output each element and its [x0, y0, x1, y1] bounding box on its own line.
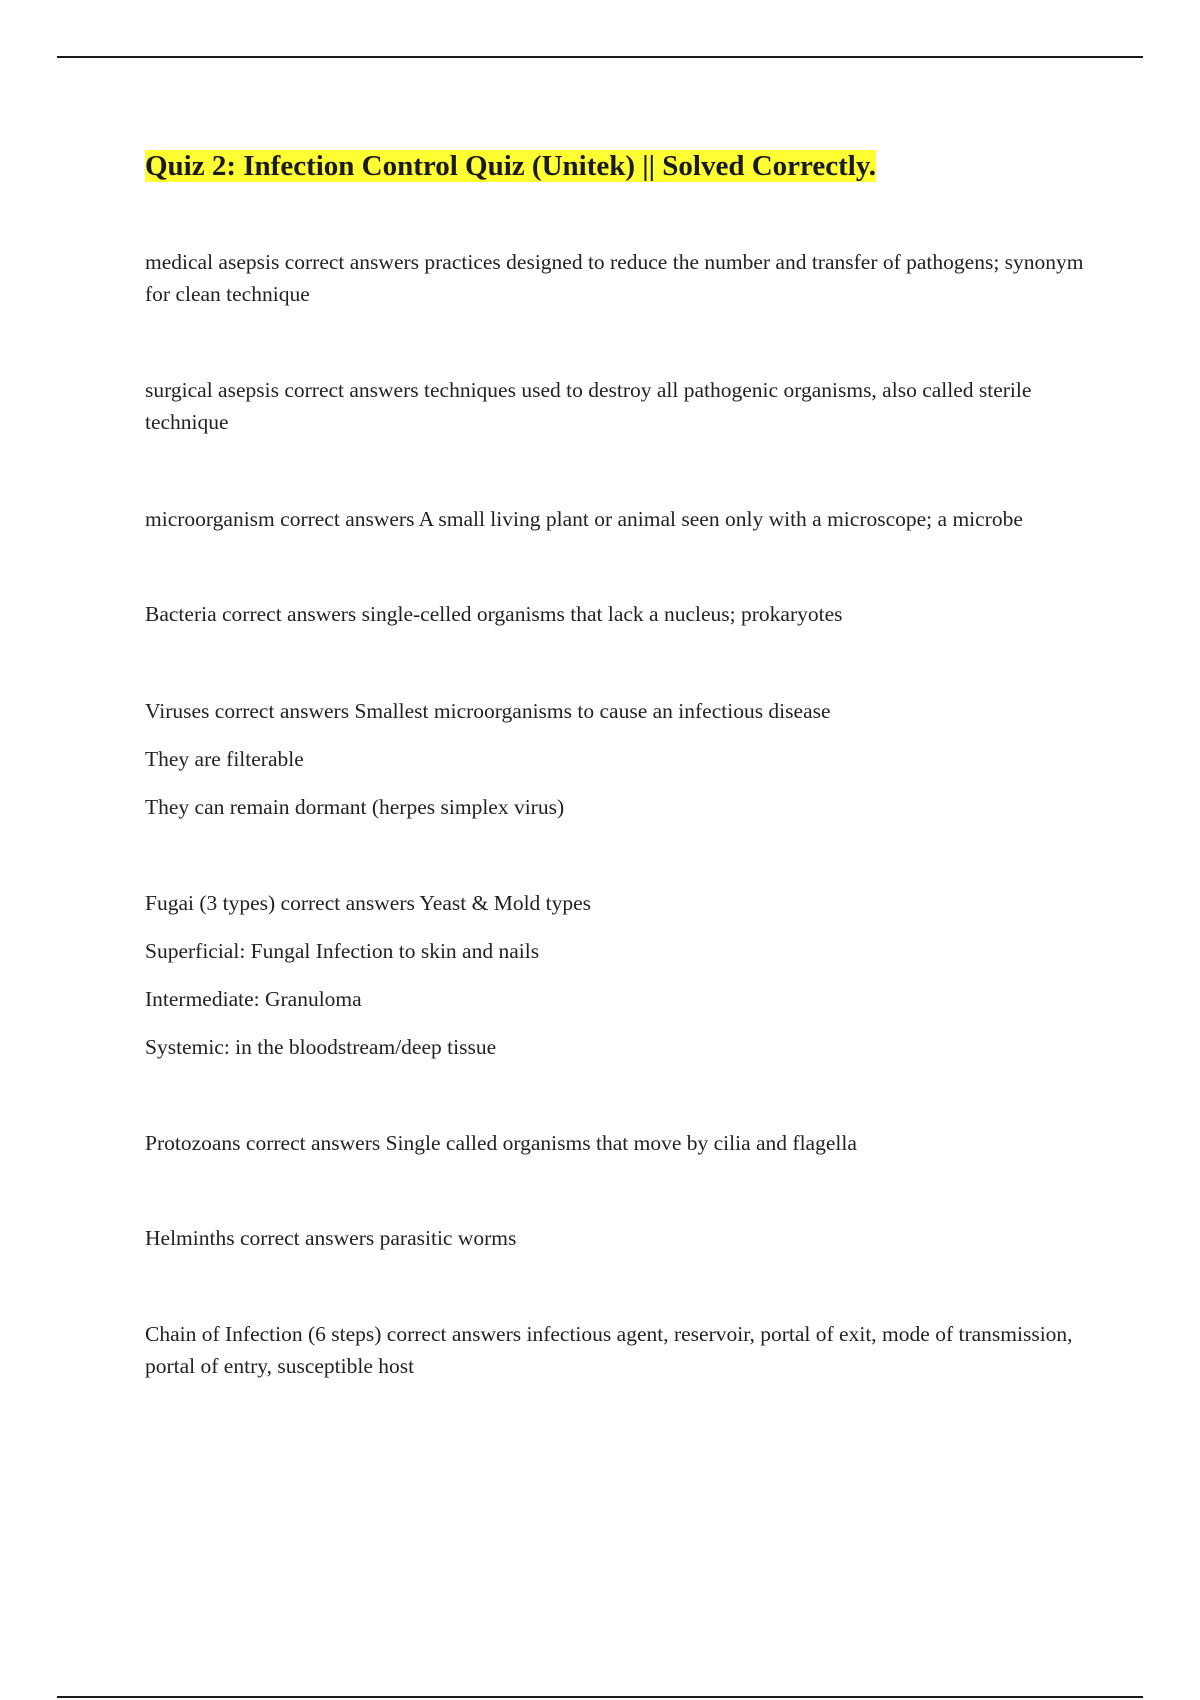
bottom-rule: [57, 1696, 1143, 1698]
qa-entry-bacteria: [145, 598, 1085, 630]
qa-line: Helminths correct answers parasitic worms: [145, 1226, 517, 1250]
qa-line: Bacteria correct answers single-celled organisms that lack a nucleus; prokaryotes: [145, 602, 843, 626]
qa-line: They can remain dormant (herpes simplex virus): [145, 795, 565, 819]
qa-line: Systemic: in the bloodstream/deep tissue: [145, 1035, 497, 1059]
qa-line: surgical asepsis correct answers techniques used to destroy all pathogenic organisms, also called sterile technique: [145, 378, 1032, 434]
qa-entry-fungi: [145, 887, 1085, 1063]
qa-entry-chain-of-infection: [145, 1318, 1085, 1382]
title-highlight: Quiz 2: Infection Control Quiz (Unitek) || Solved Correctly.: [145, 150, 877, 182]
document-title: [145, 147, 1085, 185]
qa-line: Protozoans correct answers Single called organisms that move by cilia and flagella: [145, 1131, 857, 1155]
qa-line: They are filterable: [145, 747, 304, 771]
qa-entry-medical-asepsis: [145, 246, 1085, 310]
qa-line: Fugai (3 types) correct answers Yeast & Mold types: [145, 891, 592, 915]
qa-entry-microorganism: [145, 503, 1085, 535]
qa-entry-surgical-asepsis: [145, 374, 1085, 438]
qa-line: Intermediate: Granuloma: [145, 987, 362, 1011]
qa-entry-protozoans: [145, 1127, 1085, 1159]
top-rule: [57, 56, 1143, 58]
qa-line: Superficial: Fungal Infection to skin and nails: [145, 939, 540, 963]
qa-line: Viruses correct answers Smallest microorganisms to cause an infectious disease: [145, 699, 831, 723]
qa-line: medical asepsis correct answers practices designed to reduce the number and transfer of pathogens; synonym for clean technique: [145, 250, 1084, 306]
qa-line: Chain of Infection (6 steps) correct answers infectious agent, reservoir, portal of exit, mode of transmission, portal of entry, susceptible host: [145, 1322, 1073, 1378]
document-body: [145, 147, 1085, 1382]
qa-entry-viruses: [145, 695, 1085, 823]
qa-line: microorganism correct answers A small living plant or animal seen only with a microscope; a microbe: [145, 507, 1023, 531]
qa-entry-helminths: [145, 1222, 1085, 1254]
